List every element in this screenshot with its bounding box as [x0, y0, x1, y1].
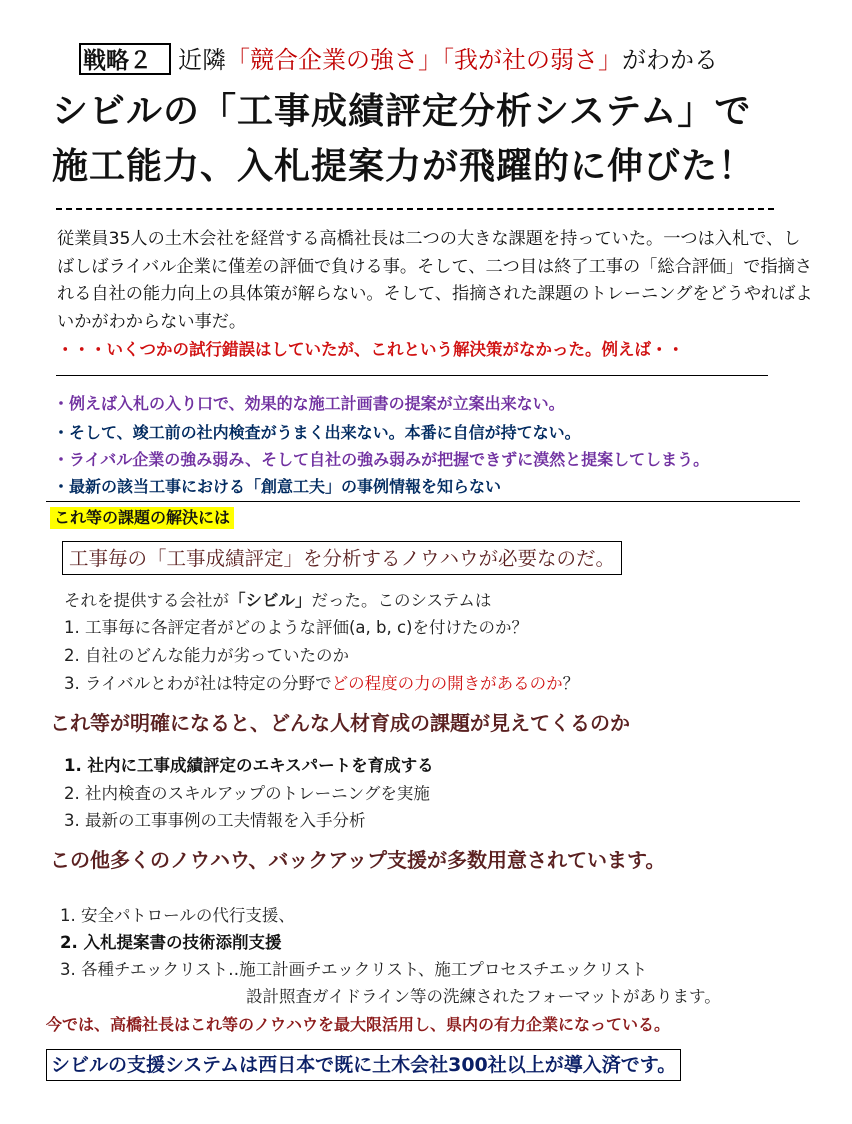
provider-item-3-prefix: 3. ライバルとわが社は特定の分野で — [64, 674, 332, 693]
boxed-statement: 工事毎の「工事成績評定」を分析するノウハウが必要なのだ。 — [62, 541, 622, 575]
provider-intro — [64, 587, 491, 615]
title-line-1: シビルの「工事成績評定分析システム」で — [52, 91, 752, 132]
provider-intro-prefix: それを提供する会社が — [64, 591, 229, 610]
provider-item-3 — [64, 670, 579, 698]
bullet-4: ・最新の該当工事における「創意工夫」の事例情報を知らない — [53, 477, 502, 496]
provider-item-1: 1. 工事毎に各評定者がどのような評価(a, b, c)を付けたのか？ — [64, 618, 528, 637]
divider-2 — [46, 501, 800, 502]
closing-statement: 今では、高橋社長はこれ等のノウハウを最大限活用し、県内の有力企業になっている。 — [46, 1015, 671, 1034]
subheading-quote-2: 「我が社の弱さ」 — [442, 46, 622, 74]
provider-item-3-red: どの程度の力の開きがあるのか — [331, 674, 563, 693]
strategy-label: 戦略２ — [79, 43, 171, 75]
section-2-item-3: 3. 最新の工事事例の工夫情報を入手分析 — [64, 811, 366, 830]
dashed-divider — [56, 208, 774, 210]
highlight-label: これ等の課題の解決には — [50, 507, 234, 529]
provider-item-2: 2. 自社のどんな能力が劣っていたのか — [64, 646, 349, 665]
subheading-prefix: 近隣 — [178, 46, 226, 74]
section-3-item-3-cont: 設計照査ガイドライン等の洗練されたフォーマットがあります。 — [246, 987, 721, 1006]
subheading-quote-1: 「競合企業の強さ」 — [226, 46, 442, 74]
divider-1 — [56, 375, 768, 376]
bullet-2: ・そして、竣工前の社内検査がうまく出来ない。本番に自信が持てない。 — [53, 423, 581, 442]
intro-red-line: ・・・いくつかの試行錯誤はしていたが、これという解決策がなかった。例えば・・ — [57, 340, 684, 360]
provider-item-3-suffix: ？ — [562, 674, 580, 693]
bullet-3: ・ライバル企業の強み弱み、そして自社の強み弱みが把握できずに漠然と提案してしまう。 — [53, 450, 710, 469]
provider-name: 「シビル」 — [229, 591, 312, 610]
provider-intro-suffix: だった。このシステムは — [311, 591, 492, 610]
intro-text: 従業員35人の土木会社を経営する高橋社長は二つの大きな課題を持っていた。一つは入札で、しばしばライバル企業に僅差の評価で負ける事。そして、二つ目は終了工事の「総合評価」で指摘される自社の能力向上の具体策が解らない。そして、指摘された課題のトレーニングをどうやればよいかがわからない事だ。 — [57, 229, 813, 332]
intro-paragraph — [57, 226, 817, 363]
section-3-item-3: 3. 各種チエックリスト‥施工計画チエックリスト、施工プロセスチエックリスト — [60, 960, 648, 979]
bullet-1: ・例えば入札の入り口で、効果的な施工計画書の提案が立案出来ない。 — [53, 394, 565, 413]
subheading — [178, 44, 718, 76]
section-2-item-1: 1. 社内に工事成績評定のエキスパートを育成する — [64, 756, 434, 775]
title-line-2: 施工能力、入札提案力が飛躍的に伸びた！ — [52, 146, 756, 187]
subheading-suffix: がわかる — [622, 46, 718, 74]
section-3-heading: この他多くのノウハウ、バックアップ支援が多数用意されています。 — [50, 848, 666, 872]
section-3-item-2: 2. 入札提案書の技術添削支援 — [60, 933, 282, 952]
section-2-heading: これ等が明確になると、どんな人材育成の課題が見えてくるのか — [50, 711, 630, 735]
section-2-item-2: 2. 社内検査のスキルアップのトレーニングを実施 — [64, 784, 430, 803]
final-boxed-statement: シビルの支援システムは西日本で既に土木会社300社以上が導入済です。 — [46, 1049, 681, 1081]
section-3-item-1: 1. 安全パトロールの代行支援、 — [60, 906, 295, 925]
